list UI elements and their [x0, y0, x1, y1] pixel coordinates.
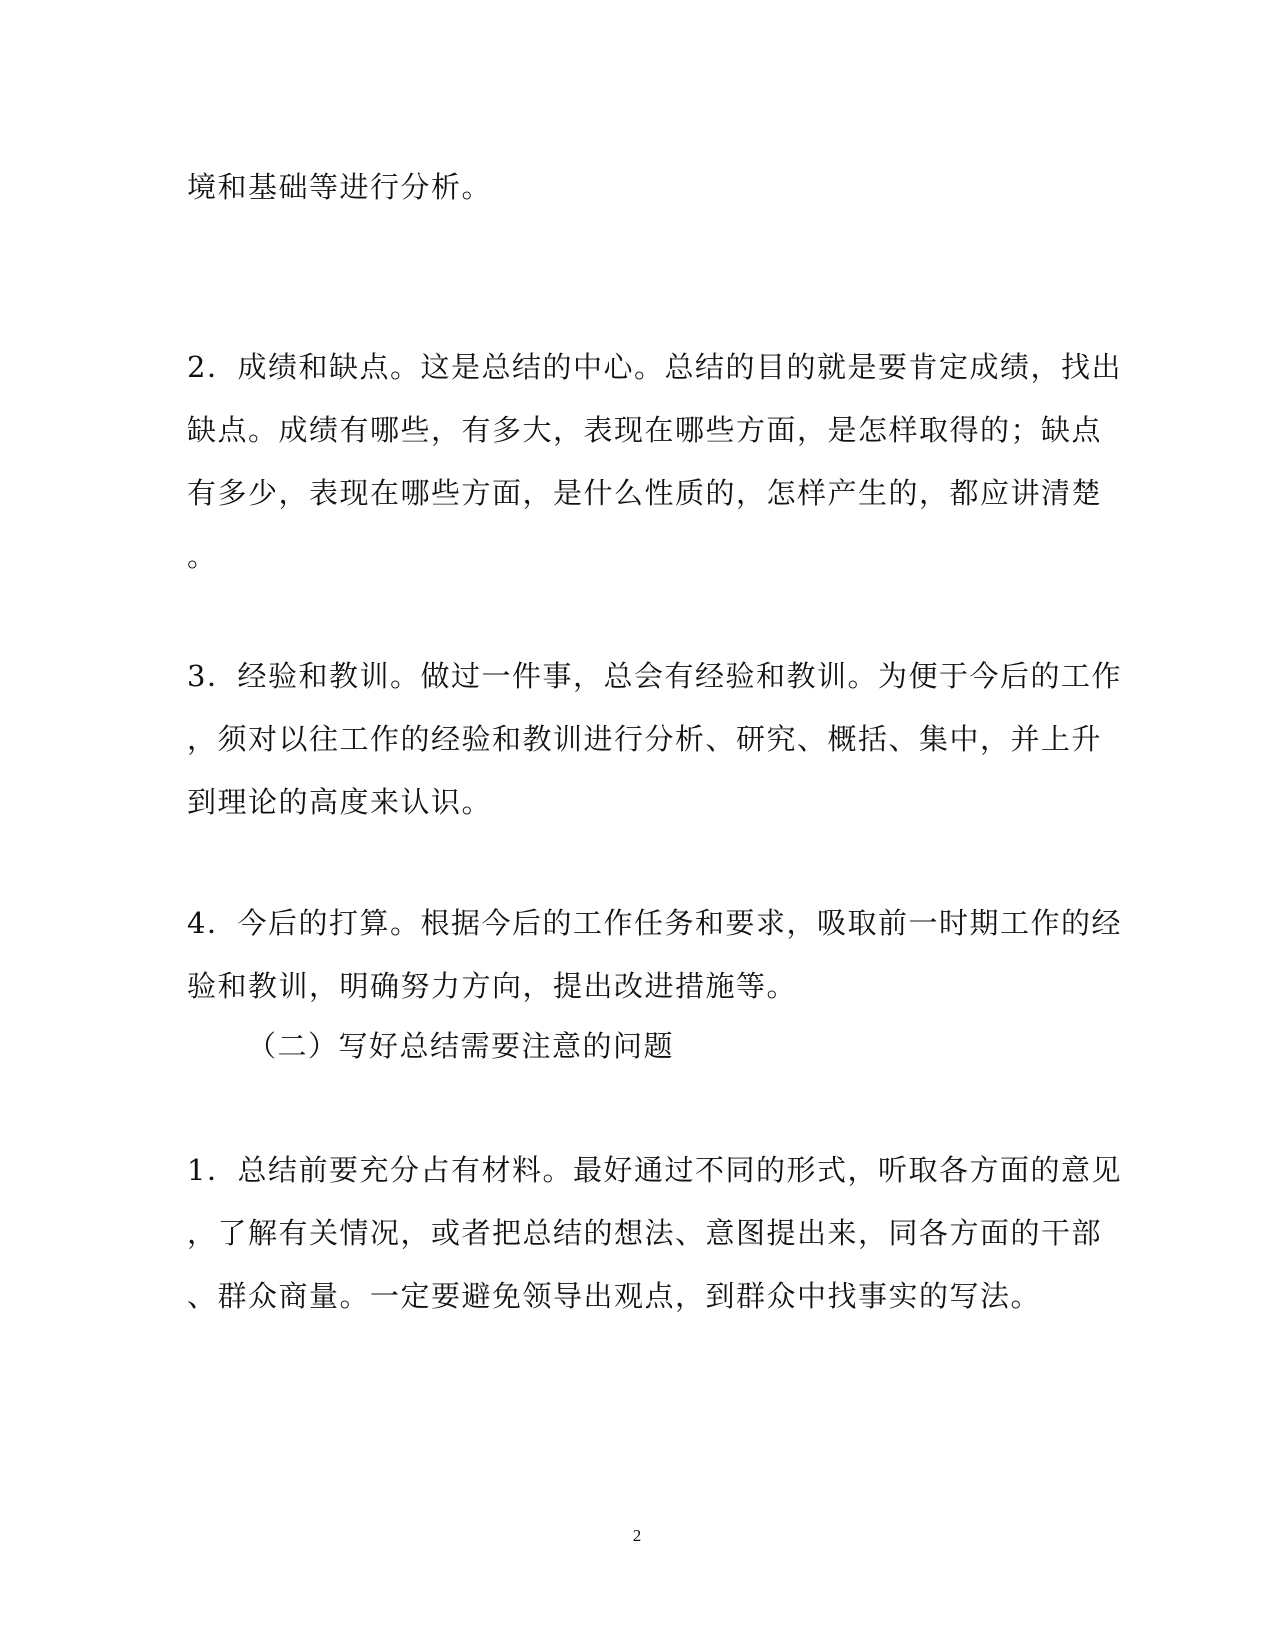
- page-number: 2: [632, 1526, 642, 1545]
- text-line: 3．经验和教训。做过一件事，总会有经验和教训。为便于今后的工作: [187, 659, 1122, 693]
- text-line: 验和教训，明确努力方向，提出改进措施等。: [187, 969, 798, 1003]
- text-line: 有多少，表现在哪些方面，是什么性质的，怎样产生的，都应讲清楚: [187, 476, 1103, 510]
- text-line: 1．总结前要充分占有材料。最好通过不同的形式，听取各方面的意见: [187, 1153, 1122, 1187]
- text-line: 到理论的高度来认识。: [187, 785, 493, 819]
- text-line: 、群众商量。一定要避免领导出观点，到群众中找事实的写法。: [187, 1279, 1042, 1313]
- section-heading: （二）写好总结需要注意的问题: [247, 1029, 675, 1063]
- text-line: 4．今后的打算。根据今后的工作任务和要求，吸取前一时期工作的经: [187, 906, 1122, 940]
- text-line: 。: [187, 539, 218, 573]
- text-line: ，了解有关情况，或者把总结的想法、意图提出来，同各方面的干部: [187, 1216, 1103, 1250]
- text-line: 2．成绩和缺点。这是总结的中心。总结的目的就是要肯定成绩，找出: [187, 350, 1122, 384]
- text-line: 境和基础等进行分析。: [187, 170, 493, 204]
- text-line: ，须对以往工作的经验和教训进行分析、研究、概括、集中，并上升: [187, 722, 1103, 756]
- text-line: 缺点。成绩有哪些，有多大，表现在哪些方面，是怎样取得的；缺点: [187, 413, 1103, 447]
